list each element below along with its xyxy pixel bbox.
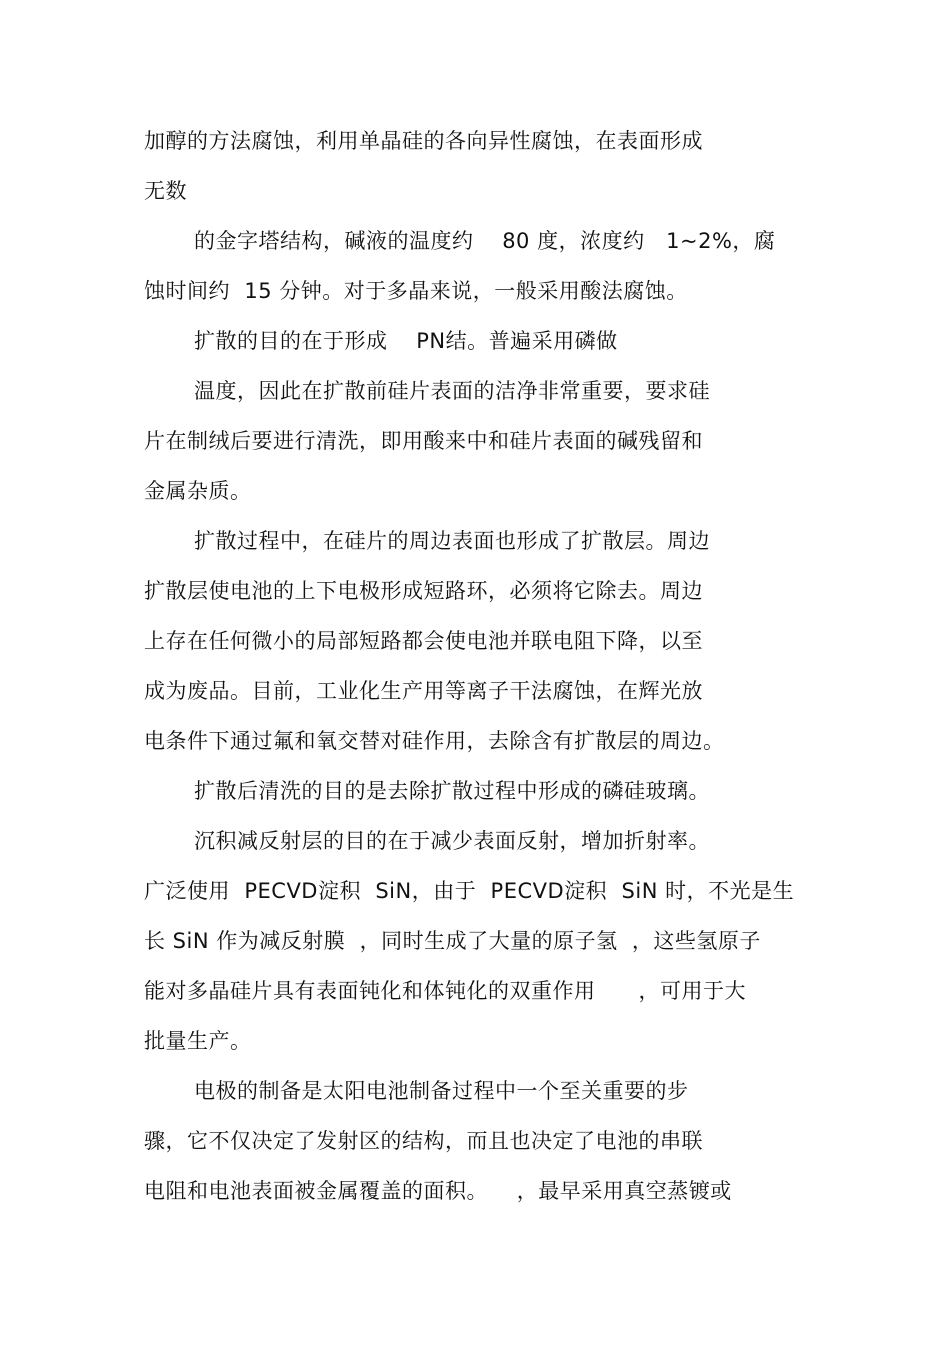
text-line-18: 能对多晶硅片具有表面钝化和体钝化的双重作用 ，可用于大 (144, 979, 747, 1003)
text-line-19: 批量生产。 (144, 1029, 252, 1053)
text-line-14: 扩散后清洗的目的是去除扩散过程中形成的磷硅玻璃。 (194, 779, 710, 803)
text-line-12: 成为废品。目前，工业化生产用等离子干法腐蚀，在辉光放 (144, 679, 703, 703)
text-line-4: 蚀时间约 15 分钟。对于多晶来说，一般采用酸法腐蚀。 (144, 279, 688, 303)
text-line-7: 片在制绒后要进行清洗，即用酸来中和硅片表面的碱残留和 (144, 429, 703, 453)
text-line-1: 加醇的方法腐蚀，利用单晶硅的各向异性腐蚀，在表面形成 (144, 129, 703, 153)
text-line-11: 上存在任何微小的局部短路都会使电池并联电阻下降，以至 (144, 629, 703, 653)
text-line-10: 扩散层使电池的上下电极形成短路环，必须将它除去。周边 (144, 579, 703, 603)
text-line-16: 广泛使用 PECVD淀积 SiN，由于 PECVD淀积 SiN 时，不光是生 (144, 879, 795, 903)
text-line-15: 沉积减反射层的目的在于减少表面反射，增加折射率。 (194, 829, 710, 853)
text-line-3: 的金字塔结构，碱液的温度约 80 度，浓度约 1~2%，腐 (194, 229, 776, 253)
text-line-17: 长 SiN 作为减反射膜 ，同时生成了大量的原子氢 ，这些氢原子 (144, 929, 761, 953)
text-line-8: 金属杂质。 (144, 479, 252, 503)
text-line-2: 无数 (144, 179, 187, 203)
text-line-13: 电条件下通过氟和氧交替对硅作用，去除含有扩散层的周边。 (144, 729, 725, 753)
text-line-21: 骤，它不仅决定了发射区的结构，而且也决定了电池的串联 (144, 1129, 703, 1153)
text-line-5: 扩散的目的在于形成 PN结。普遍采用磷做 (194, 329, 618, 353)
text-line-9: 扩散过程中，在硅片的周边表面也形成了扩散层。周边 (194, 529, 710, 553)
text-line-6: 温度，因此在扩散前硅片表面的洁净非常重要，要求硅 (194, 379, 710, 403)
text-line-20: 电极的制备是太阳电池制备过程中一个至关重要的步 (194, 1079, 689, 1103)
text-line-22: 电阻和电池表面被金属覆盖的面积。 ，最早采用真空蒸镀或 (144, 1179, 732, 1203)
